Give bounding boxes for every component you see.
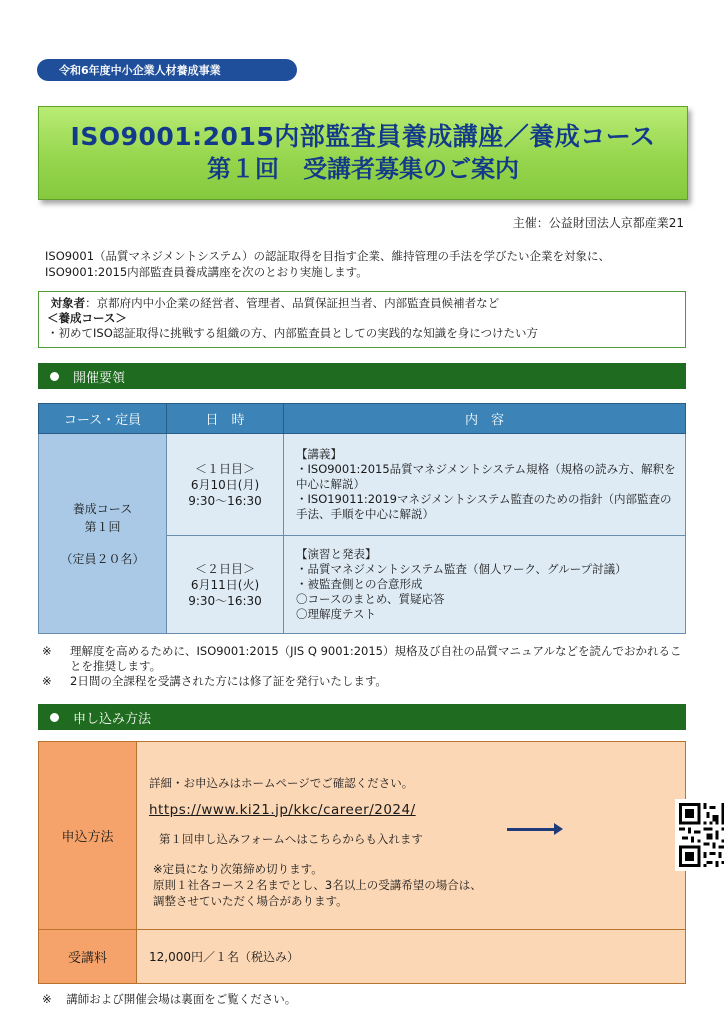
apply-form-note: 第１回申し込みフォームへはこちらからも入れます — [159, 831, 423, 846]
header-content: 内 容 — [284, 404, 686, 434]
section-apply — [38, 704, 686, 730]
note-item — [42, 674, 687, 689]
title-line-1: ISO9001:2015内部監査員養成講座／養成コース — [70, 122, 656, 151]
content-line: ・ISO19011:2019マネジメントシステム監査のための指針（内部監査の手法、手順を中心に解説） — [296, 492, 672, 521]
content-line: 〇コースのまとめ、質疑応答 — [296, 592, 445, 606]
target-text: ：京都府内中小企業の経営者、管理者、品質保証担当者、内部監査員候補者など — [85, 296, 500, 310]
fee-label: 受講料 — [39, 930, 137, 984]
footnote — [42, 991, 296, 1007]
table-row — [39, 930, 686, 984]
apply-capacity-note: ※定員になり次第締め切ります。 — [153, 861, 323, 876]
apply-details: 詳細・お申込みはホームページでご確認ください。 — [149, 775, 414, 790]
table-row — [39, 742, 686, 930]
header-datetime: 日 時 — [167, 404, 284, 434]
footnote-text: 講師および開催会場は裏面をご覧ください。 — [66, 992, 297, 1006]
content-line: 【演習と発表】 — [296, 547, 377, 561]
apply-url-link[interactable]: https://www.ki21.jp/kkc/career/2024/ — [149, 801, 416, 818]
program-tag: 令和6年度中小企業人材養成事業 — [37, 59, 297, 81]
bullet-icon — [50, 372, 59, 381]
apply-table — [38, 741, 686, 984]
date-cell — [167, 536, 284, 634]
intro-text: ISO9001（品質マネジメントシステム）の認証取得を目指す企業、維持管理の手法を学びたい企業を対象に、ISO9001:2015内部監査員養成講座を次のとおり実施します。 — [45, 249, 611, 279]
content-line: 【講義】 — [296, 447, 342, 461]
apply-method-cell — [137, 742, 686, 930]
course-capacity: （定員２０名） — [60, 551, 145, 566]
day-date: 6月10日(月) — [190, 477, 260, 492]
notes — [42, 644, 687, 689]
target-label: 対象者 — [50, 296, 86, 310]
day-time: 9:30～16:30 — [188, 493, 262, 508]
schedule-header-row — [39, 404, 686, 434]
target-box — [38, 291, 686, 348]
qr-code-icon[interactable] — [675, 799, 724, 871]
fee-value: 12,000円／１名（税込み） — [137, 930, 686, 984]
section-overview-title: 開催要領 — [73, 370, 126, 386]
organizer: 主催：公益財団法人京都産業21 — [512, 216, 684, 230]
note-mark: ※ — [42, 644, 52, 658]
apply-limit-note: 原則１社各コース２名までとし、3名以上の受講希望の場合は、 — [153, 877, 482, 892]
note-item — [42, 644, 687, 674]
content-line: ・被監査側との合意形成 — [296, 577, 423, 591]
day-label: ＜２日目＞ — [194, 561, 255, 576]
arrow-right-icon — [507, 828, 557, 831]
footnote-mark: ※ — [42, 992, 52, 1006]
target-line — [47, 296, 677, 311]
content-line: ・品質マネジメントシステム監査（個人ワーク、グループ討議） — [296, 562, 627, 576]
section-overview — [38, 363, 686, 389]
course-session: 第１回 — [84, 519, 121, 534]
title-line-2: 第１回 受講者募集のご案内 — [207, 155, 519, 183]
title-banner — [38, 106, 688, 200]
content-line: ・ISO9001:2015品質マネジメントシステム規格（規格の読み方、解釈を中心に解説） — [296, 462, 676, 491]
content-cell — [284, 434, 686, 536]
course-cell — [39, 434, 167, 634]
note-mark: ※ — [42, 674, 52, 688]
note-text: 理解度を高めるために、ISO9001:2015（JIS Q 9001:2015）規格及び自社の品質マニュアルなどを読んでおかれることを推奨します。 — [70, 644, 682, 673]
course-label: ＜養成コース＞ — [47, 311, 127, 325]
course-name: 養成コース — [72, 501, 133, 516]
day-date: 6月11日(火) — [190, 577, 260, 592]
note-text: 2日間の全課程を受講された方には修了証を発行いたします。 — [70, 674, 387, 688]
apply-method-label: 申込方法 — [39, 742, 137, 930]
content-line: 〇理解度テスト — [296, 607, 377, 621]
day-time: 9:30～16:30 — [188, 593, 262, 608]
section-apply-title: 申し込み方法 — [73, 711, 152, 727]
schedule-table — [38, 403, 686, 634]
date-cell — [167, 434, 284, 536]
day-label: ＜１日目＞ — [194, 461, 255, 476]
content-cell — [284, 536, 686, 634]
header-course: コース・定員 — [39, 404, 167, 434]
apply-adjust-note: 調整させていただく場合があります。 — [153, 893, 348, 908]
bullet-icon — [50, 713, 59, 722]
table-row — [39, 434, 686, 536]
course-text: ・初めてISO認証取得に挑戦する組織の方、内部監査員としての実践的な知識を身につけたい方 — [47, 326, 539, 340]
